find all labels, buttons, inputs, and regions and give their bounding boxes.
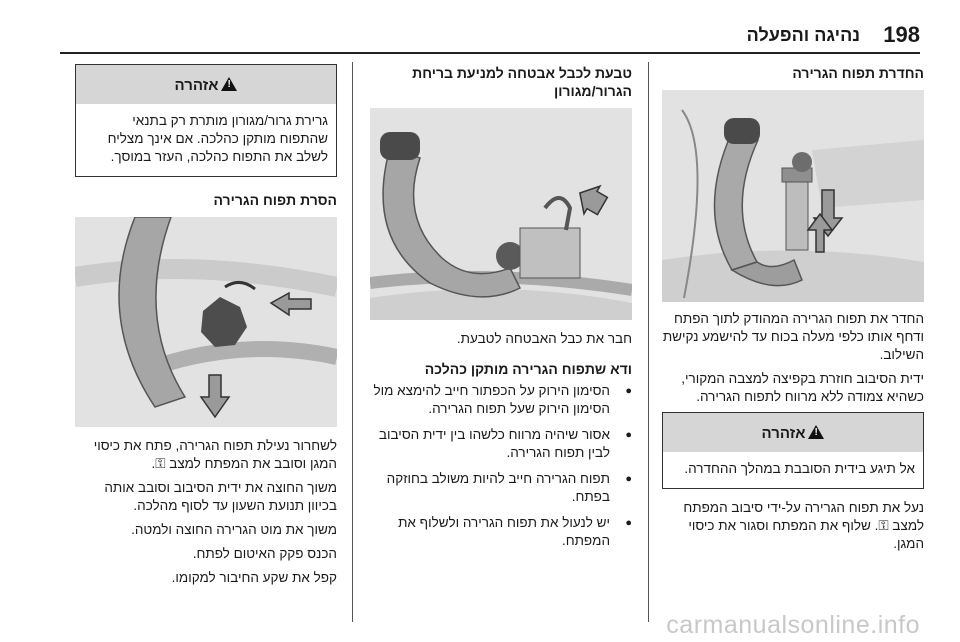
paragraph: משוך החוצה את ידית הסיבוב וסובב אותה בכיוון תנועת השעון עד לסוף מהלכה.: [104, 480, 337, 513]
warning-header: !אזהרה: [76, 65, 336, 104]
header-rule: [60, 52, 920, 54]
column-divider: [352, 62, 353, 622]
illustration-remove-tow-ball: [75, 217, 337, 427]
paragraph: הכנס פקק האיטום לפתח.: [192, 546, 337, 561]
list-item: ● יש לנעול את תפוח הגרירה ולשלוף את המפתח.: [370, 514, 632, 550]
watermark: carmanualsonline.info: [666, 611, 920, 639]
warning-text: אל תיגע בידית הסובבת במהלך ההחדרה.: [684, 461, 915, 476]
list-item: ● הסימון הירוק על הכפתור חייב להימצא מול הסימון הירוק שעל תפוח הגרירה.: [370, 382, 632, 418]
list-item: ● אסור שיהיה מרווח כלשהו בין ידית הסיבוב לבין תפוח הגרירה.: [370, 426, 632, 462]
page-header: [56, 22, 920, 52]
tow-ball-insert-drawing: [662, 90, 924, 302]
warning-text: גרירת גרור/מגורון מותרת רק בתנאי שהתפוח מותקן כהלכה. אם אינך מצליח לשלב את התפוח כהלכה, העזר במוסך.: [107, 113, 328, 164]
warning-triangle-icon: [221, 77, 237, 91]
warning-box: [75, 64, 337, 177]
paragraph: משוך את מוט הגרירה החוצה ולמטה.: [131, 522, 337, 537]
warning-header: !אזהרה: [663, 413, 923, 452]
column-safety-cable-ring: [370, 62, 632, 558]
list-item: ● תפוח הגרירה חייב להיות משולב בחוזקה בפתח.: [370, 470, 632, 506]
illustration-insert-tow-ball: [662, 90, 924, 302]
paragraph: נעל את תפוח הגרירה על-ידי סיבוב המפתח למצב ⚿. שלוף את המפתח וסגור את כיסוי המגן.: [683, 500, 924, 551]
tow-ball-remove-drawing: [75, 217, 337, 427]
paragraph: ידית הסיבוב חוזרת בקפיצה למצבה המקורי, כשהיא צמודה ללא מרווח לתפוח הגרירה.: [681, 371, 924, 404]
paragraph: החדר את תפוח הגרירה המהודק לתוך הפתח ודחף אותו כלפי מעלה בכוח עד להישמע נקישת השילוב.: [662, 311, 924, 362]
column-divider: [648, 62, 649, 622]
paragraph: לשחרור נעילת תפוח הגרירה, פתח את כיסוי המגן וסובב את המפתח למצב ⚿.: [93, 438, 337, 471]
column-remove-tow-ball: [75, 62, 337, 593]
warning-box: [662, 412, 924, 489]
page-number: 198: [883, 22, 920, 47]
safety-ring-drawing: [370, 108, 632, 320]
heading-remove: הסרת תפוח הגרירה: [213, 192, 337, 208]
column-insert-tow-ball: [662, 62, 924, 559]
key-icon: ⚿: [155, 456, 166, 471]
subheading-verify: ודא שתפוח הגרירה מותקן כהלכה: [424, 361, 632, 377]
illustration-safety-ring: [370, 108, 632, 320]
key-icon: ⚿: [878, 518, 889, 533]
section-title: נהיגה והפעלה: [746, 25, 860, 45]
heading-safety-ring: טבעת לכבל אבטחה למניעת בריחת הגרור/מגורון: [412, 65, 632, 99]
checklist: [370, 382, 632, 550]
paragraph: חבר את כבל האבטחה לטבעת.: [456, 331, 632, 346]
paragraph: קפל את שקע החיבור למקומו.: [171, 570, 337, 585]
warning-triangle-icon: [808, 425, 824, 439]
heading-insert: החדרת תפוח הגרירה: [792, 65, 924, 81]
